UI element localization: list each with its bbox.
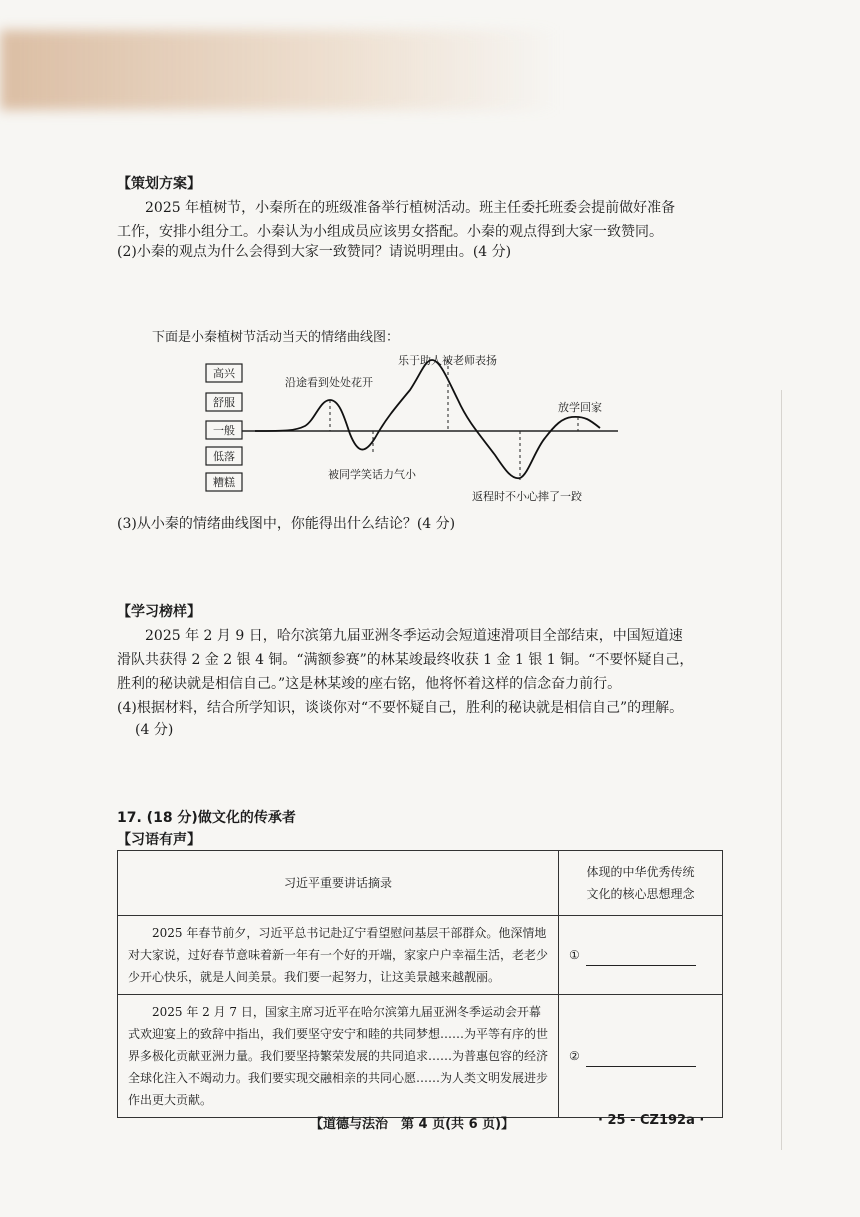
table-cell-excerpt-1: 2025 年春节前夕，习近平总书记赴辽宁看望慰问基层干部群众。他深情地对大家说，过好春节意味着新一年有一个好的开端，家家户户幸福生活，老老少少开心快乐，就是人间美景。我们要一起努力，让这美景越来越靓丽。 bbox=[118, 916, 559, 995]
answer-blank-1[interactable] bbox=[586, 951, 696, 966]
footer-code: · 25 - CZ192a · bbox=[598, 1113, 705, 1128]
question-4-line1: (4)根据材料，结合所学知识，谈谈你对“不要怀疑自己，胜利的秘诀就是相信自己”的理解。 bbox=[117, 700, 684, 716]
level-boxes bbox=[206, 364, 242, 491]
level-label-high: 高兴 bbox=[213, 367, 235, 380]
paragraph-model-line1: 2025 年 2 月 9 日，哈尔滨第九届亚洲冬季运动会短道速滑项目全部结束，中国短道速 bbox=[145, 628, 683, 644]
question-17-subheading: 【习语有声】 bbox=[117, 832, 201, 848]
question-4-line2: (4 分) bbox=[135, 722, 174, 738]
event-label-laughed: 被同学笑话力气小 bbox=[328, 468, 416, 481]
footer-page-info: 【道德与法治 第 4 页(共 6 页)】 bbox=[310, 1117, 515, 1132]
level-label-low: 低落 bbox=[213, 450, 235, 463]
section-heading-plan: 【策划方案】 bbox=[117, 176, 201, 192]
page-edge-line bbox=[781, 390, 782, 1150]
question-3: (3)从小秦的情绪曲线图中，你能得出什么结论？(4 分) bbox=[117, 516, 456, 532]
table-header-excerpt: 习近平重要讲话摘录 bbox=[118, 851, 559, 916]
level-label-normal: 一般 bbox=[213, 424, 235, 437]
table-header-concept-line1: 体现的中华优秀传统 bbox=[586, 865, 695, 879]
paragraph-plan-line2: 工作，安排小组分工。小秦认为小组成员应该男女搭配。小秦的观点得到大家一致赞同。 bbox=[117, 224, 663, 240]
table-header-row bbox=[118, 851, 723, 916]
paragraph-model-line2: 滑队共获得 2 金 2 银 4 铜。“满额参赛”的林某竣最终收获 1 金 1 银 1 铜。“不要怀疑自己， bbox=[117, 652, 694, 668]
level-label-comfortable: 舒服 bbox=[213, 396, 235, 409]
event-label-praised: 乐于助人被老师表扬 bbox=[398, 354, 497, 367]
chart-intro: 下面是小秦植树节活动当天的情绪曲线图： bbox=[152, 330, 400, 345]
answer-marker-2: ② bbox=[569, 1049, 580, 1063]
answer-marker-1: ① bbox=[569, 948, 580, 962]
paragraph-plan-line1: 2025 年植树节，小秦所在的班级准备举行植树活动。班主任委托班委会提前做好准备 bbox=[145, 200, 676, 216]
table-header-concept bbox=[559, 851, 723, 916]
paper-stain bbox=[0, 30, 560, 110]
table-row bbox=[118, 916, 723, 995]
level-label-bad: 糟糕 bbox=[213, 476, 235, 489]
table-cell-excerpt-2: 2025 年 2 月 7 日，国家主席习近平在哈尔滨第九届亚洲冬季运动会开幕式欢迎宴上的致辞中指出，我们要坚守安宁和睦的共同梦想……为平等有序的世界多极化贡献亚洲力量。我们要坚持繁荣发展的共同追求……为普惠包容的经济全球化注入不竭动力。我们要实现交融相亲的共同心愿……为人类文明发展进步作出更大贡献。 bbox=[118, 995, 559, 1118]
event-label-home: 放学回家 bbox=[558, 401, 602, 414]
event-label-flowers: 沿途看到处处花开 bbox=[285, 376, 373, 389]
question-2: (2)小秦的观点为什么会得到大家一致赞同？请说明理由。(4 分) bbox=[117, 244, 512, 260]
event-label-fell: 返程时不小心摔了一跤 bbox=[472, 490, 582, 503]
table-header-concept-line2: 文化的核心思想理念 bbox=[586, 887, 695, 901]
paragraph-model-line3: 胜利的秘诀就是相信自己。”这是林某竣的座右铭，他将怀着这样的信念奋力前行。 bbox=[117, 676, 622, 692]
table-cell-answer-1 bbox=[559, 916, 723, 995]
table-cell-answer-2 bbox=[559, 995, 723, 1118]
speech-table bbox=[117, 850, 723, 1118]
question-17-title: 17. (18 分)做文化的传承者 bbox=[117, 810, 296, 826]
emotion-curve-chart bbox=[200, 350, 630, 510]
table-row bbox=[118, 995, 723, 1118]
answer-blank-2[interactable] bbox=[586, 1052, 696, 1067]
section-heading-role-model: 【学习榜样】 bbox=[117, 604, 201, 620]
